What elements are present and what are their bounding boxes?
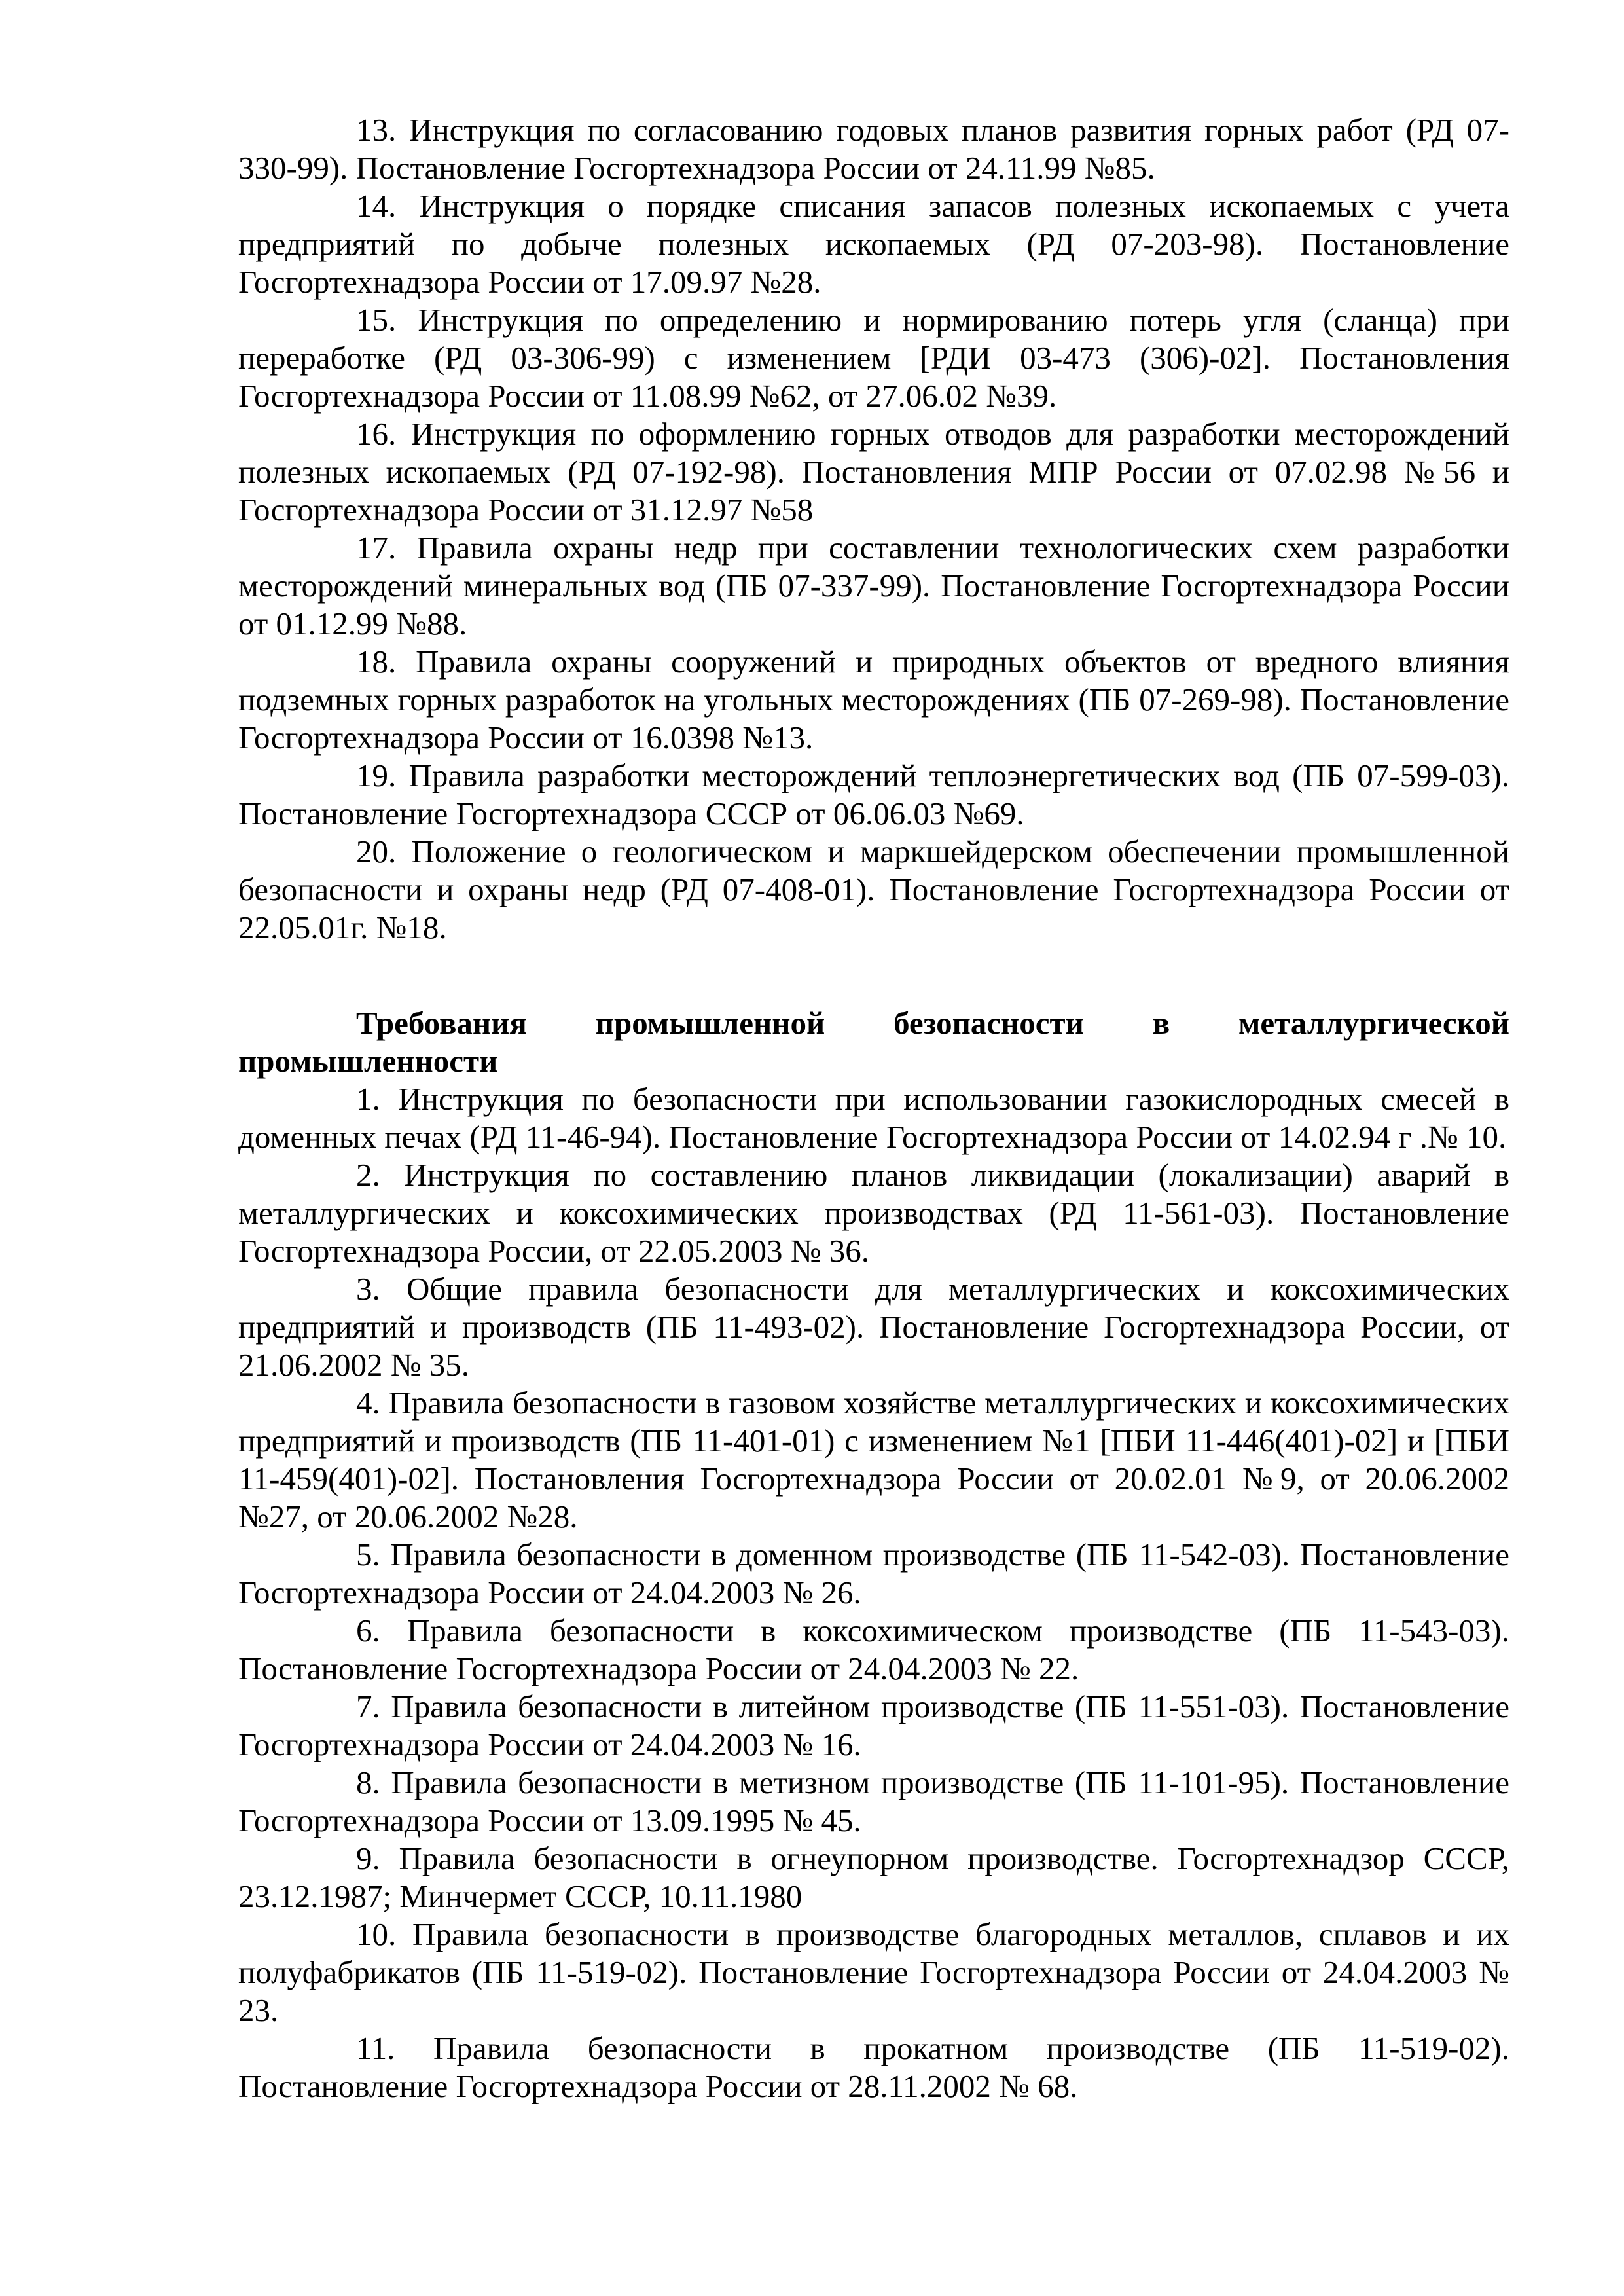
mining-item-18: 18. Правила охраны сооружений и природных объектов от вредного влияния подземных горных разработок на угольных месторождениях (ПБ 07-269-98). Постановление Госгортехнадзора России от 16.0398 №13. [238,644,1509,756]
metallurgy-item-11: 11. Правила безопасности в прокатном производстве (ПБ 11-519-02). Постановление Госгортехнадзора России от 28.11.2002 № 68. [238,2030,1509,2104]
mining-item-19: 19. Правила разработки месторождений теплоэнергетических вод (ПБ 07-599-03). Постановление Госгортехнадзора СССР от 06.06.03 №69. [238,757,1509,831]
metallurgy-item-4: 4. Правила безопасности в газовом хозяйстве металлургических и коксохимических предприятий и производств (ПБ 11-401-01) с изменением №1 [ПБИ 11-446(401)-02] и [ПБИ 11-459(401)-02]. Постановления Госгортехнадзора России от 20.02.01 №9, от 20.06.2002 №27, от 20.06.2002 №28. [238,1385,1509,1535]
mining-item-20: 20. Положение о геологическом и маркшейдерском обеспечении промышленной безопасности и охраны недр (РД 07-408-01). Постановление Госгортехнадзора России от 22.05.01г. №18. [238,833,1509,945]
metallurgy-item-5: 5. Правила безопасности в доменном производстве (ПБ 11-542-03). Постановление Госгортехнадзора России от 24.04.2003 № 26. [238,1537,1509,1611]
mining-item-17: 17. Правила охраны недр при составлении технологических схем разработки месторождений минеральных вод (ПБ 07-337-99). Постановление Госгортехнадзора России от 01.12.99 №88. [238,530,1509,642]
metallurgy-item-2: 2. Инструкция по составлению планов ликвидации (локализации) аварий в металлургических и коксохимических производствах (РД 11-561-03). Постановление Госгортехнадзора России, от 22.05.2003 № 36. [238,1157,1509,1269]
metallurgy-item-9: 9. Правила безопасности в огнеупорном производстве. Госгортехнадзор СССР, 23.12.1987; Минчермет СССР, 10.11.1980 [238,1840,1509,1914]
mining-item-13: 13. Инструкция по согласованию годовых планов развития горных работ (РД 07-330-99). Постановление Госгортехнадзора России от 24.11.99 №85. [238,112,1509,186]
document-page [238,111,1509,2105]
section-heading-metallurgy: Требования промышленной безопасности в металлургической промышленности [238,1005,1509,1079]
metallurgy-item-8: 8. Правила безопасности в метизном производстве (ПБ 11-101-95). Постановление Госгортехнадзора России от 13.09.1995 № 45. [238,1764,1509,1838]
metallurgy-item-10: 10. Правила безопасности в производстве благородных металлов, сплавов и их полуфабрикатов (ПБ 11-519-02). Постановление Госгортехнадзора России от 24.04.2003 № 23. [238,1916,1509,2028]
metallurgy-item-7: 7. Правила безопасности в литейном производстве (ПБ 11-551-03). Постановление Госгортехнадзора России от 24.04.2003 № 16. [238,1688,1509,1762]
mining-item-16: 16. Инструкция по оформлению горных отводов для разработки месторождений полезных ископаемых (РД 07-192-98). Постановления МПР России от 07.02.98 №56 и Госгортехнадзора России от 31.12.97 №58 [238,416,1509,528]
metallurgy-item-1: 1. Инструкция по безопасности при использовании газокислородных смесей в доменных печах (РД 11-46-94). Постановление Госгортехнадзора России от 14.02.94 г .№ 10. [238,1081,1509,1155]
metallurgy-item-3: 3. Общие правила безопасности для металлургических и коксохимических предприятий и производств (ПБ 11-493-02). Постановление Госгортехнадзора России, от 21.06.2002 № 35. [238,1271,1509,1383]
metallurgy-item-6: 6. Правила безопасности в коксохимическом производстве (ПБ 11-543-03). Постановление Госгортехнадзора России от 24.04.2003 № 22. [238,1613,1509,1686]
mining-item-14: 14. Инструкция о порядке списания запасов полезных ископаемых с учета предприятий по добыче полезных ископаемых (РД 07-203-98). Постановление Госгортехнадзора России от 17.09.97 №28. [238,188,1509,300]
mining-item-15: 15. Инструкция по определению и нормированию потерь угля (сланца) при переработке (РД 03-306-99) с изменением [РДИ 03-473 (306)-02]. Постановления Госгортехнадзора России от 11.08.99 №62, от 27.06.02 №39. [238,302,1509,414]
